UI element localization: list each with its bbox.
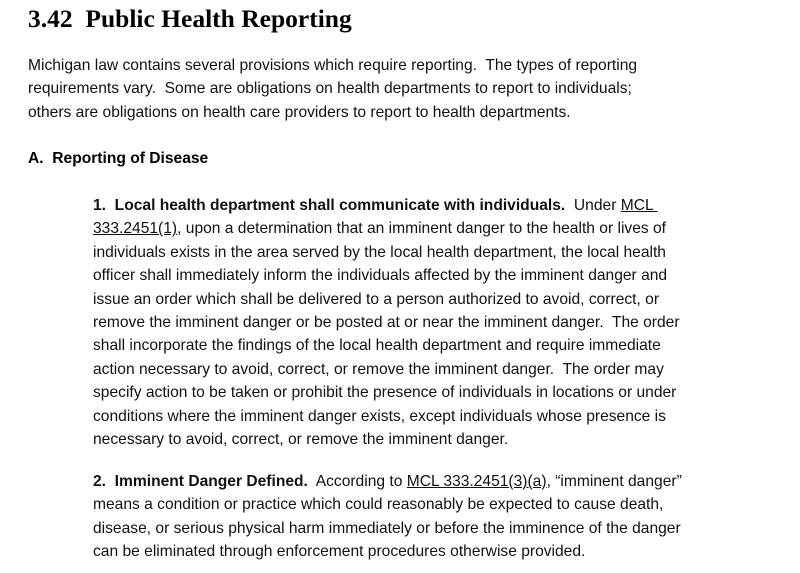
intro-line: others are obligations on health care providers to report to health departments. [28,103,571,121]
intro-paragraph [28,54,637,124]
intro-line: requirements vary. Some are obligations on health departments to report to individuals; [28,80,632,98]
item1-line [93,194,680,217]
mcl-333-2451-3-a-link[interactable]: MCL 333.2451(3)(a) [406,473,547,490]
item1-text: Under [565,197,621,214]
item-local-health-department [93,194,680,451]
item2-text: , “imminent danger” [546,473,682,490]
item2-line: disease, or serious physical harm immediately or before the imminence of the danger [93,519,681,537]
intro-line: Michigan law contains several provisions which require reporting. The types of reporting [28,57,638,74]
item1-line: issue an order which shall be delivered to a person authorized to avoid, correct, or [93,290,660,308]
item-imminent-danger-defined [93,470,682,564]
item1-line: action necessary to avoid, correct, or remove the imminent danger. The order may [93,360,664,378]
item2-heading: 2. Imminent Danger Defined. [93,473,308,490]
item1-line [93,217,680,240]
item2-line: means a condition or practice which could reasonably be expected to cause death, [93,496,664,514]
page-title: 3.42 Public Health Reporting [28,4,352,33]
item1-line: officer shall immediately inform the individuals affected by the imminent danger and [93,267,668,285]
section-heading-reporting-of-disease: A. Reporting of Disease [28,150,209,167]
item1-line: shall incorporate the findings of the local health department and require immediate [93,337,661,355]
item1-heading: 1. Local health department shall communicate with individuals. [93,197,566,214]
item1-line: remove the imminent danger or be posted at or near the imminent danger. The order [93,313,680,331]
item1-line: necessary to avoid, correct, or remove the imminent danger. [93,430,509,448]
mcl-333-2451-1-link[interactable]: MCL [620,197,658,214]
item1-line: specify action to be taken or prohibit the presence of individuals in locations or under [93,384,677,402]
item1-text: , upon a determination that an imminent danger to the health or lives of [177,220,667,238]
item1-line: individuals exists in the area served by the local health department, the local health [93,243,666,261]
item2-line: can be eliminated through enforcement procedures otherwise provided. [93,543,586,561]
item2-text: According to [307,473,407,490]
mcl-333-2451-1-link-cont[interactable]: 333.2451(1) [93,220,178,238]
item2-line [93,470,682,493]
item1-line: conditions where the imminent danger exists, except individuals whose presence is [93,407,666,425]
